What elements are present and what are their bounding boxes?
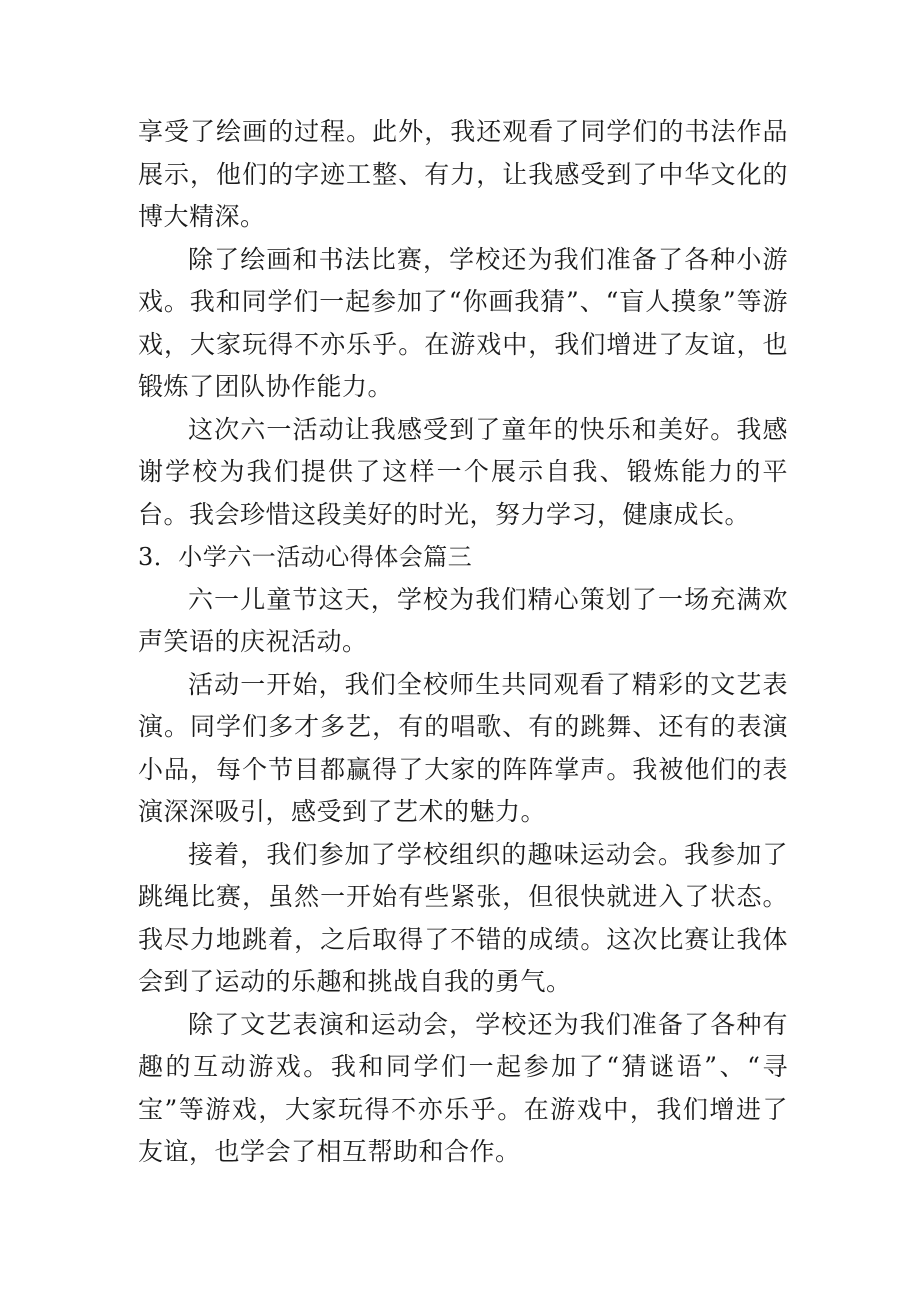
paragraph-interactive-games: 除了文艺表演和运动会，学校还为我们准备了各种有趣的互动游戏。我和同学们一起参加了“猜谜语”、“寻宝”等游戏，大家玩得不亦乐乎。在游戏中，我们增进了友谊，也学会了相互帮助和合作。 [138, 1009, 788, 1166]
paragraph-conclusion: 这次六一活动让我感受到了童年的快乐和美好。我感谢学校为我们提供了这样一个展示自我、锻炼能力的平台。我会珍惜这段美好的时光，努力学习，健康成长。 [138, 414, 788, 529]
section-heading: 3．小学六一活动心得体会篇三 [138, 543, 473, 571]
paragraph-intro: 六一儿童节这天，学校为我们精心策划了一场充满欢声笑语的庆祝活动。 [138, 584, 788, 656]
paragraph-continued: 享受了绘画的过程。此外，我还观看了同学们的书法作品展示，他们的字迹工整、有力，让我感受到了中华文化的博大精深。 [138, 117, 788, 231]
paragraph-games: 除了绘画和书法比赛，学校还为我们准备了各种小游戏。我和同学们一起参加了“你画我猜”、“盲人摸象”等游戏，大家玩得不亦乐乎。在游戏中，我们增进了友谊，也锻炼了团队协作能力。 [138, 244, 788, 401]
paragraph-performance: 活动一开始，我们全校师生共同观看了精彩的文艺表演。同学们多才多艺，有的唱歌、有的跳舞、还有的表演小品，每个节目都赢得了大家的阵阵掌声。我被他们的表演深深吸引，感受到了艺术的魅力。 [138, 669, 788, 826]
document-body [138, 111, 788, 1174]
paragraph-sports: 接着，我们参加了学校组织的趣味运动会。我参加了跳绳比赛，虽然一开始有些紧张，但很快就进入了状态。我尽力地跳着，之后取得了不错的成绩。这次比赛让我体会到了运动的乐趣和挑战自我的勇气。 [138, 839, 788, 996]
